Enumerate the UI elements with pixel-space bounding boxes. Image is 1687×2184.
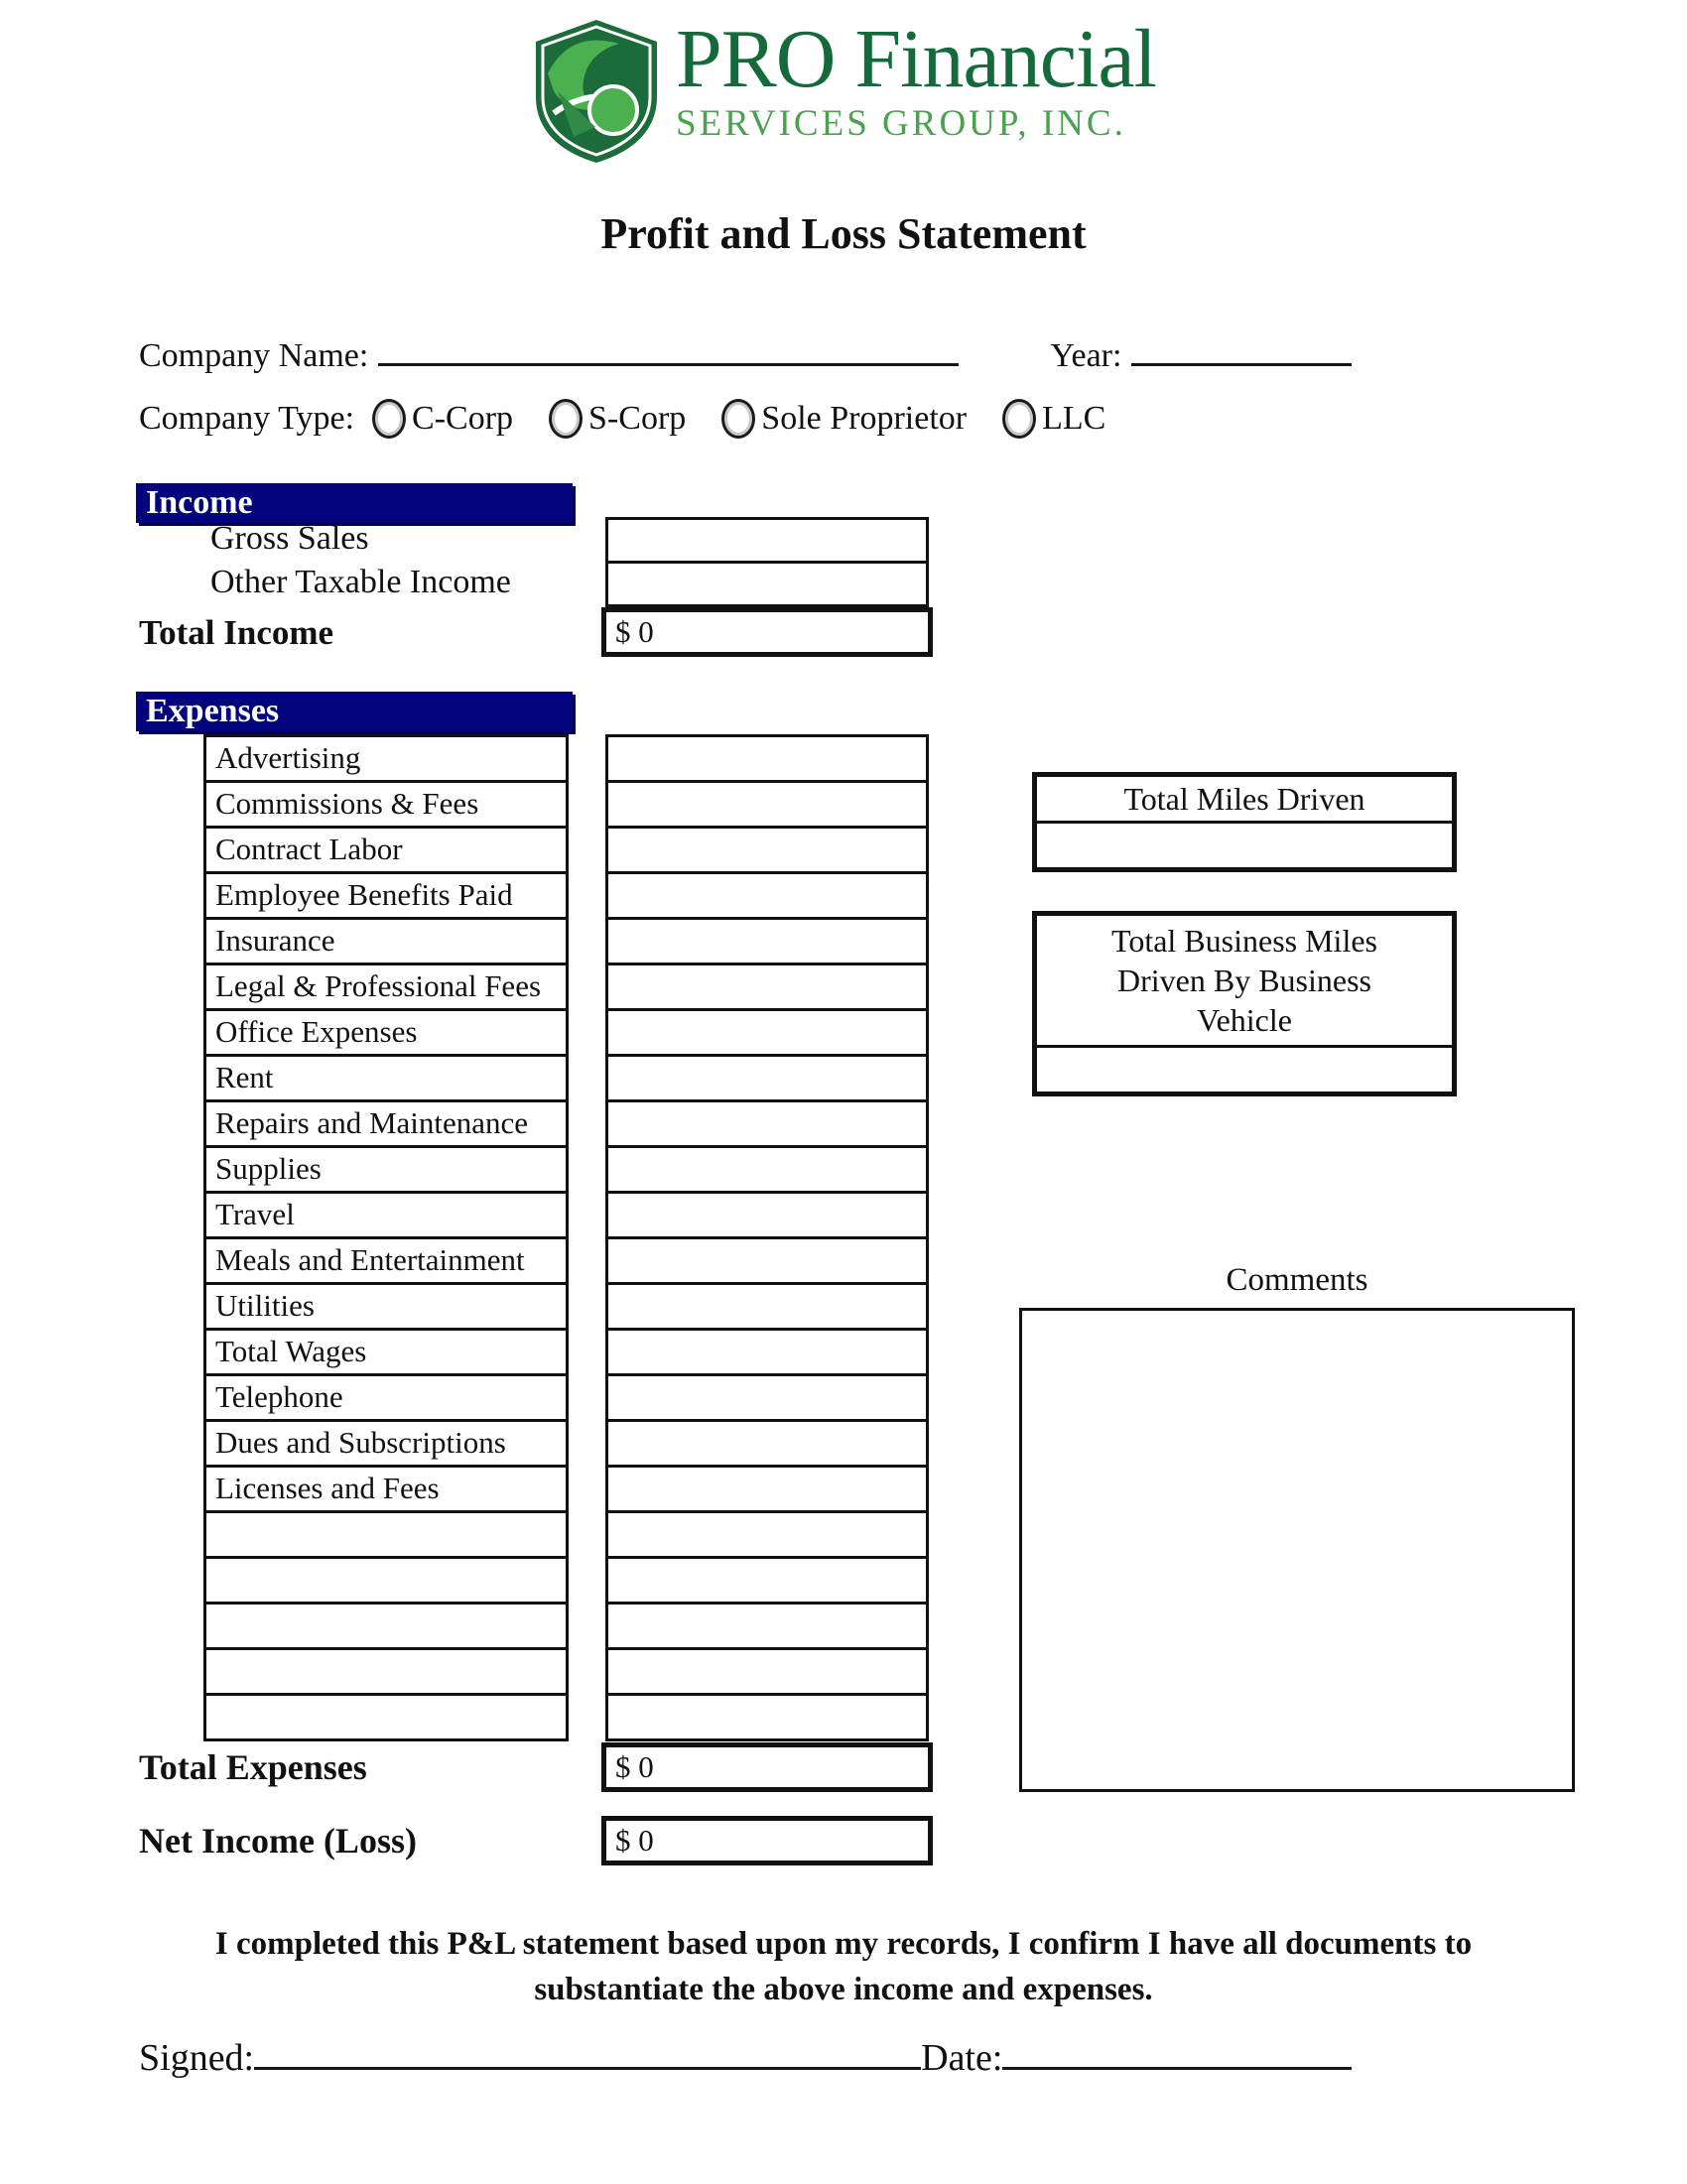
expense-amount-cell[interactable]	[608, 1194, 926, 1239]
expense-label-meals-entertainment: Meals and Entertainment	[206, 1239, 566, 1285]
expense-amount-cell[interactable]	[608, 1239, 926, 1285]
brand-subtitle: SERVICES GROUP, INC.	[676, 103, 1126, 144]
gross-sales-amount-cell[interactable]	[608, 520, 926, 561]
expense-amount-cell[interactable]	[608, 1422, 926, 1468]
date-input[interactable]	[1002, 2067, 1352, 2070]
company-type-option-sole-proprietor	[721, 399, 967, 439]
company-name-label: Company Name:	[139, 337, 369, 374]
business-miles-driven-box	[1032, 911, 1457, 1096]
other-taxable-income-amount-cell[interactable]	[608, 561, 926, 604]
company-type-label: Company Type:	[139, 400, 355, 437]
company-name-input[interactable]	[378, 363, 959, 366]
signed-label: Signed:	[139, 2037, 255, 2079]
expense-label-supplies: Supplies	[206, 1148, 566, 1194]
income-row-label-gross-sales: Gross Sales	[210, 520, 369, 557]
declaration-statement: I completed this P&L statement based upon my records, I confirm I have all documents to substantiate the above income and expenses.	[214, 1926, 1473, 2007]
expense-label-telephone: Telephone	[206, 1376, 566, 1422]
total-expenses-value-box: $ 0	[601, 1742, 933, 1792]
signed-input[interactable]	[254, 2067, 921, 2070]
radio-sole-proprietor[interactable]	[721, 399, 755, 439]
company-type-row	[139, 399, 1141, 439]
radio-c-corp[interactable]	[372, 399, 406, 439]
expense-label-blank[interactable]	[206, 1513, 566, 1559]
expense-label-blank[interactable]	[206, 1559, 566, 1605]
expense-label-office-expenses: Office Expenses	[206, 1011, 566, 1057]
expense-amount-cell[interactable]	[608, 1285, 926, 1331]
income-row-label-other-taxable-income: Other Taxable Income	[210, 564, 511, 600]
income-labels	[210, 517, 511, 604]
company-name-row	[139, 337, 1568, 375]
radio-c-corp-label: C-Corp	[412, 400, 514, 437]
brand-name: PRO Financial	[676, 13, 1156, 105]
income-amount-boxes	[605, 517, 929, 607]
expense-label-advertising: Advertising	[206, 737, 566, 783]
expense-amount-cell[interactable]	[608, 1696, 926, 1738]
expense-amount-cell[interactable]	[608, 1057, 926, 1102]
year-input[interactable]	[1131, 363, 1352, 366]
year-label: Year:	[1050, 337, 1122, 374]
date-label: Date:	[921, 2037, 1003, 2079]
net-income-value-box: $ 0	[601, 1816, 933, 1865]
expense-amount-cell[interactable]	[608, 1513, 926, 1559]
income-section-header: Income	[136, 483, 573, 523]
expense-amount-cell[interactable]	[608, 920, 926, 965]
expense-amount-cell[interactable]	[608, 1148, 926, 1194]
expense-label-insurance: Insurance	[206, 920, 566, 965]
expense-label-blank[interactable]	[206, 1650, 566, 1696]
expense-label-utilities: Utilities	[206, 1285, 566, 1331]
brand-text	[676, 13, 1156, 145]
shield-leaf-logo-icon	[531, 16, 662, 165]
expense-amount-cell[interactable]	[608, 1011, 926, 1057]
total-income-value-box: $ 0	[601, 607, 933, 657]
expense-amount-cell[interactable]	[608, 1331, 926, 1376]
expense-label-dues-subscriptions: Dues and Subscriptions	[206, 1422, 566, 1468]
total-miles-driven-box	[1032, 772, 1457, 872]
page-title: Profit and Loss Statement	[600, 209, 1087, 258]
business-miles-driven-label: Total Business Miles Driven By Business Vehicle	[1037, 916, 1452, 1048]
expense-labels-column	[203, 734, 569, 1741]
total-miles-driven-label: Total Miles Driven	[1037, 777, 1452, 824]
comments-label: Comments	[1226, 1262, 1368, 1298]
company-type-option-s-corp	[549, 399, 686, 439]
expense-label-employee-benefits-paid: Employee Benefits Paid	[206, 874, 566, 920]
expense-label-blank[interactable]	[206, 1696, 566, 1738]
expense-label-contract-labor: Contract Labor	[206, 829, 566, 874]
comments-input-box[interactable]	[1019, 1308, 1575, 1792]
expense-label-licenses-fees: Licenses and Fees	[206, 1468, 566, 1513]
business-miles-driven-input[interactable]	[1037, 1048, 1452, 1092]
total-miles-driven-input[interactable]	[1037, 824, 1452, 867]
expense-amount-cell[interactable]	[608, 1102, 926, 1148]
radio-llc-label: LLC	[1042, 400, 1106, 437]
expense-amounts-column	[605, 734, 929, 1741]
logo	[0, 13, 1687, 165]
expense-label-total-wages: Total Wages	[206, 1331, 566, 1376]
expense-amount-cell[interactable]	[608, 965, 926, 1011]
total-expenses-label: Total Expenses	[139, 1747, 367, 1787]
radio-llc[interactable]	[1002, 399, 1036, 439]
expense-label-travel: Travel	[206, 1194, 566, 1239]
expenses-section-header: Expenses	[136, 692, 573, 731]
radio-s-corp[interactable]	[549, 399, 583, 439]
expense-amount-cell[interactable]	[608, 783, 926, 829]
expense-amount-cell[interactable]	[608, 1376, 926, 1422]
expense-amount-cell[interactable]	[608, 737, 926, 783]
expense-label-legal-professional-fees: Legal & Professional Fees	[206, 965, 566, 1011]
company-type-option-c-corp	[372, 399, 513, 439]
signature-row	[139, 2036, 1352, 2080]
radio-s-corp-label: S-Corp	[588, 400, 687, 437]
company-type-option-llc	[1002, 399, 1105, 439]
expense-amount-cell[interactable]	[608, 1468, 926, 1513]
radio-sole-proprietor-label: Sole Proprietor	[761, 400, 968, 437]
expense-amount-cell[interactable]	[608, 829, 926, 874]
expense-label-commissions-fees: Commissions & Fees	[206, 783, 566, 829]
expense-amount-cell[interactable]	[608, 1650, 926, 1696]
expense-label-rent: Rent	[206, 1057, 566, 1102]
expense-amount-cell[interactable]	[608, 1605, 926, 1650]
net-income-label: Net Income (Loss)	[139, 1821, 417, 1861]
expense-label-blank[interactable]	[206, 1605, 566, 1650]
total-income-label: Total Income	[139, 613, 334, 652]
expense-amount-cell[interactable]	[608, 1559, 926, 1605]
expense-label-repairs-maintenance: Repairs and Maintenance	[206, 1102, 566, 1148]
expense-amount-cell[interactable]	[608, 874, 926, 920]
